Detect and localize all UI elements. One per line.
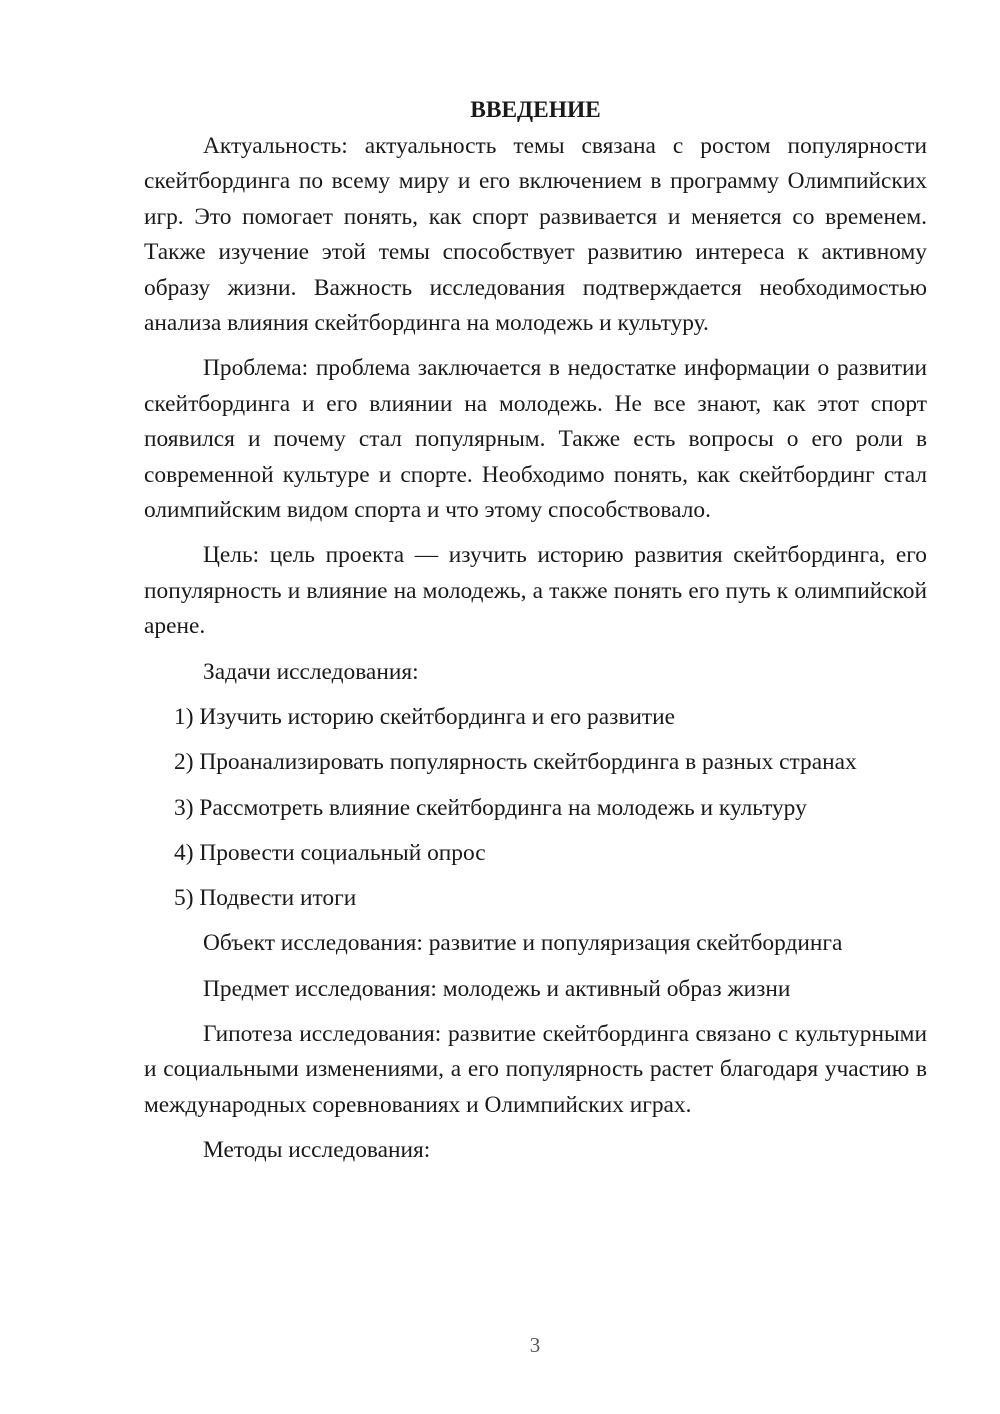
page-content bbox=[144, 92, 927, 1179]
research-object: Объект исследования: развитие и популяризация скейтбординга bbox=[203, 930, 843, 957]
goal-paragraph: Цель: цель проекта — изучить историю развития скейтбординга, его популярность и влияние на молодежь, а также понять его путь к олимпийской арене. bbox=[144, 542, 927, 640]
relevance-paragraph: Актуальность: актуальность темы связана с ростом популярности скейтбординга по всему миру и его включением в программу Олимпийских игр. Это помогает понять, как спорт развивается и меняется со временем. Также изучение этой темы способствует развитию интереса к активному образу жизни. Важность исследования подтверждается необходимостью анализа влияния скейтбординга на молодежь и культуру. bbox=[144, 133, 927, 337]
tasks-title: Задачи исследования: bbox=[203, 658, 419, 685]
hypothesis-paragraph: Гипотеза исследования: развитие скейтбординга связано с культурными и социальными изменениями, а его популярность растет благодаря участию в международных соревнованиях и Олимпийских играх. bbox=[144, 1021, 927, 1118]
page-number: 3 bbox=[529, 1333, 541, 1357]
problem-paragraph: Проблема: проблема заключается в недостатке информации о развитии скейтбординга и его влиянии на молодежь. Не все знают, как этот спорт появился и почему стал популярным. Также есть вопросы о его роли в современной культуре и спорте. Необходимо понять, как скейтбординг стал олимпийским видом спорта и что этому способствовало. bbox=[144, 355, 927, 524]
methods-title: Методы исследования: bbox=[203, 1137, 431, 1164]
section-heading: ВВЕДЕНИЕ bbox=[470, 97, 601, 123]
task-item-5: 5) Подвести итоги bbox=[174, 885, 357, 912]
task-item-2: 2) Проанализировать популярность скейтбординга в разных странах bbox=[174, 749, 857, 776]
research-subject: Предмет исследования: молодежь и активный образ жизни bbox=[203, 975, 791, 1002]
task-item-4: 4) Провести социальный опрос bbox=[174, 839, 486, 866]
task-item-3: 3) Рассмотреть влияние скейтбординга на молодежь и культуру bbox=[174, 794, 807, 821]
task-item-1: 1) Изучить историю скейтбординга и его развитие bbox=[174, 703, 676, 730]
